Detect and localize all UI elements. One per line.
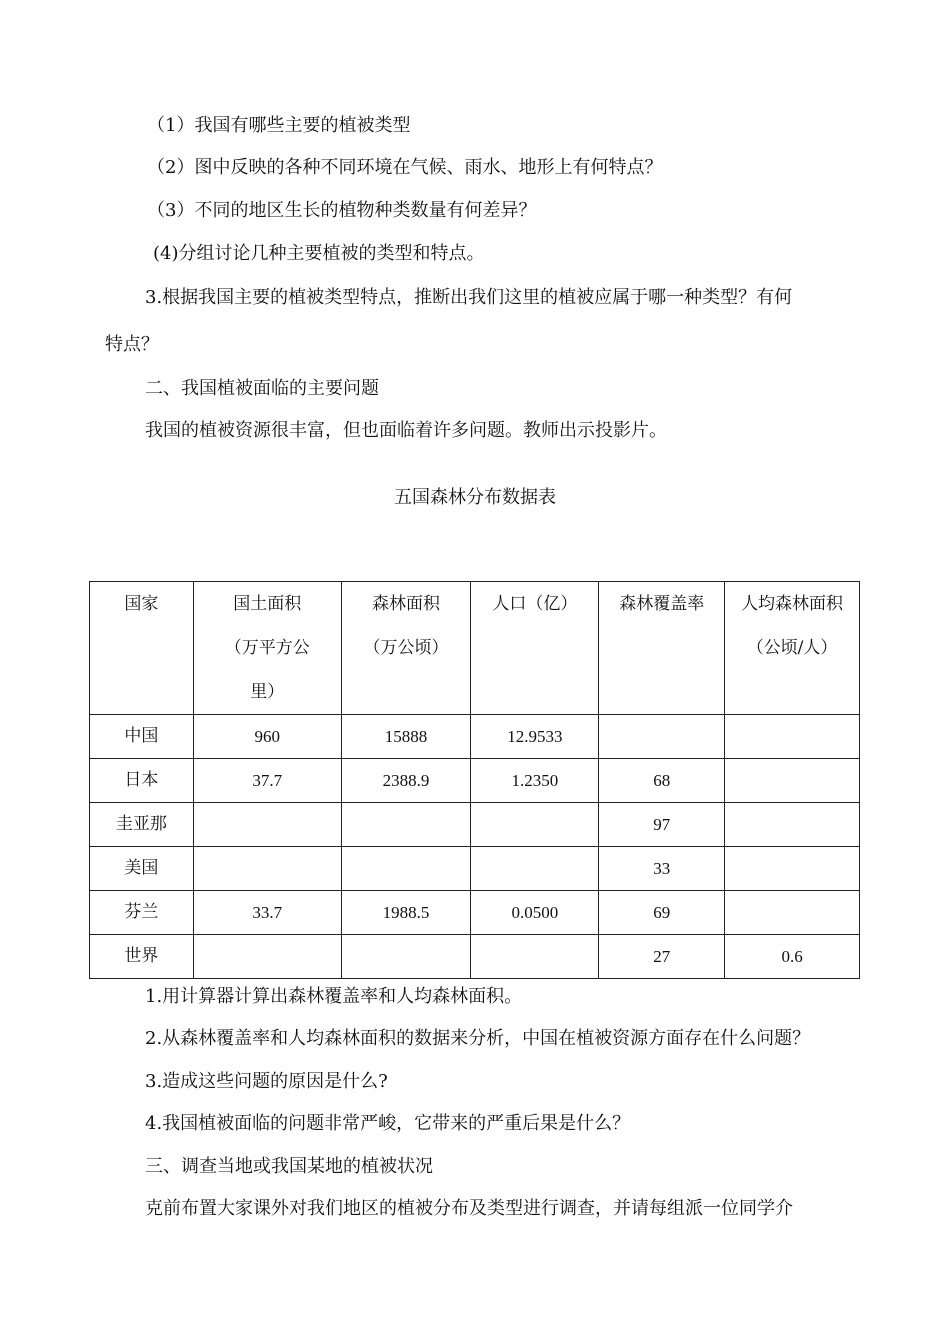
cell-country: 中国 [90, 715, 194, 759]
inference-question-line1: 3.根据我国主要的植被类型特点，推断出我们这里的植被应属于哪一种类型？有何 [145, 287, 793, 308]
cell-forest-area [341, 935, 471, 979]
cell-forest-area: 15888 [341, 715, 471, 759]
cell-forest-area [341, 847, 471, 891]
table-row [90, 935, 860, 979]
task-4: 4.我国植被面临的问题非常严峻，它带来的严重后果是什么？ [145, 1113, 631, 1134]
cell-population: 12.9533 [471, 715, 599, 759]
question-1: （1）我国有哪些主要的植被类型 [147, 115, 411, 136]
cell-country: 世界 [90, 935, 194, 979]
cell-per-capita [725, 803, 860, 847]
cell-per-capita [725, 891, 860, 935]
table-header-row [90, 582, 860, 715]
header-forest-area: 森林面积 （万公顷） [341, 582, 471, 715]
cell-forest-area [341, 803, 471, 847]
cell-population [471, 803, 599, 847]
cell-land-area [193, 935, 341, 979]
task-3: 3.造成这些问题的原因是什么? [145, 1071, 388, 1092]
cell-coverage: 69 [599, 891, 725, 935]
header-forest-per-capita: 人均森林面积 （公顷/人） [725, 582, 860, 715]
table-row [90, 847, 860, 891]
question-2: （2）图中反映的各种不同环境在气候、雨水、地形上有何特点？ [147, 157, 663, 178]
cell-land-area: 960 [193, 715, 341, 759]
section2-heading: 二、我国植被面临的主要问题 [145, 378, 379, 399]
question-4: (4)分组讨论几种主要植被的类型和特点。 [153, 243, 485, 264]
table-row [90, 891, 860, 935]
cell-population [471, 935, 599, 979]
cell-coverage: 27 [599, 935, 725, 979]
cell-coverage: 68 [599, 759, 725, 803]
cell-coverage: 33 [599, 847, 725, 891]
cell-country: 圭亚那 [90, 803, 194, 847]
question-3: （3）不同的地区生长的植物种类数量有何差异？ [147, 200, 537, 221]
table-row [90, 715, 860, 759]
cell-coverage [599, 715, 725, 759]
cell-country: 美国 [90, 847, 194, 891]
inference-question-line2: 特点？ [105, 334, 159, 355]
table-title: 五国森林分布数据表 [394, 487, 556, 508]
header-population: 人口（亿） [471, 582, 599, 715]
header-forest-coverage: 森林覆盖率 [599, 582, 725, 715]
header-land-area: 国土面积 （万平方公 里） [193, 582, 341, 715]
section3-heading: 三、调查当地或我国某地的植被状况 [145, 1156, 433, 1177]
cell-land-area [193, 803, 341, 847]
cell-forest-area: 1988.5 [341, 891, 471, 935]
task-1: 1.用计算器计算出森林覆盖率和人均森林面积。 [145, 986, 523, 1007]
cell-per-capita [725, 759, 860, 803]
cell-per-capita [725, 847, 860, 891]
cell-population: 0.0500 [471, 891, 599, 935]
forest-data-table [89, 581, 860, 979]
cell-land-area [193, 847, 341, 891]
task-2: 2.从森林覆盖率和人均森林面积的数据来分析，中国在植被资源方面存在什么问题？ [145, 1028, 811, 1049]
cell-per-capita: 0.6 [725, 935, 860, 979]
cell-per-capita [725, 715, 860, 759]
cell-land-area: 37.7 [193, 759, 341, 803]
header-country: 国家 [90, 582, 194, 715]
table-row [90, 759, 860, 803]
cell-population: 1.2350 [471, 759, 599, 803]
section3-intro: 克前布置大家课外对我们地区的植被分布及类型进行调查，并请每组派一位同学介 [145, 1198, 793, 1219]
table-row [90, 803, 860, 847]
cell-country: 芬兰 [90, 891, 194, 935]
cell-population [471, 847, 599, 891]
section2-intro: 我国的植被资源很丰富，但也面临着许多问题。教师出示投影片。 [145, 420, 667, 441]
cell-country: 日本 [90, 759, 194, 803]
cell-coverage: 97 [599, 803, 725, 847]
cell-land-area: 33.7 [193, 891, 341, 935]
cell-forest-area: 2388.9 [341, 759, 471, 803]
